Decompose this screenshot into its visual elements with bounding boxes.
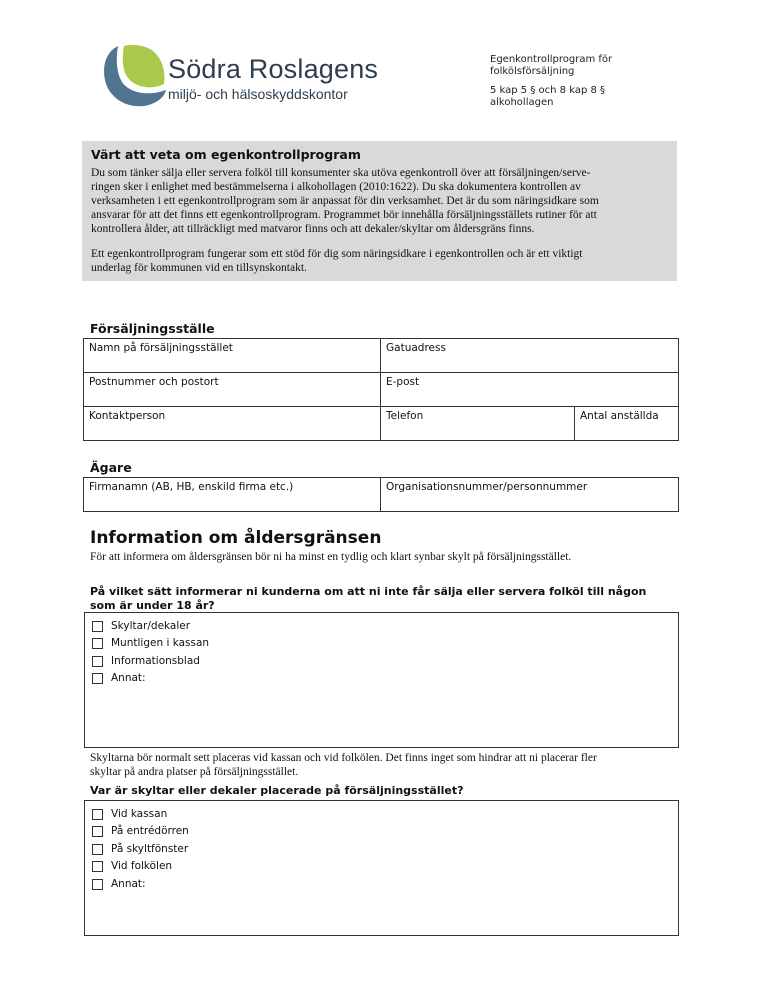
option-annat-2[interactable]: Annat: — [92, 877, 146, 891]
age-section-title: Information om åldersgränsen — [90, 528, 382, 548]
logo-subtitle: miljö- och hälsoskyddskontor — [168, 86, 348, 102]
contact-field[interactable]: Kontaktperson — [84, 407, 381, 441]
employees-field[interactable]: Antal anställda — [575, 407, 679, 441]
age-intro: För att informera om åldersgränsen bör ni ha minst en tydlig och klart synbar skylt på försäljningsstället. — [90, 551, 572, 563]
phone-field[interactable]: Telefon — [381, 407, 575, 441]
question-1-box — [84, 612, 679, 748]
option-informationsblad[interactable]: Informationsblad — [92, 654, 200, 668]
option-vid-folkolen[interactable]: Vid folkölen — [92, 859, 172, 873]
option-entredorren[interactable]: På entrédörren — [92, 824, 189, 838]
question-1: På vilket sätt informerar ni kunderna om att ni inte får sälja eller servera folköl till någon som är under 18 år? — [90, 585, 647, 612]
option-vid-kassan[interactable]: Vid kassan — [92, 807, 167, 821]
name-field[interactable]: Namn på försäljningsstället — [84, 339, 381, 373]
checkbox[interactable] — [92, 809, 103, 820]
law-reference: 5 kap 5 § och 8 kap 8 § alkohollagen — [490, 85, 606, 108]
email-field[interactable]: E-post — [381, 373, 679, 407]
forsaljningsstalle-table — [83, 338, 679, 441]
option-skyltfonster[interactable]: På skyltfönster — [92, 842, 188, 856]
checkbox[interactable] — [92, 861, 103, 872]
info-title: Värt att veta om egenkontrollprogram — [91, 147, 361, 162]
logo-name: Södra Roslagens — [168, 54, 379, 84]
agare-table — [83, 477, 679, 512]
document-title: Egenkontrollprogram för folkölsförsäljning — [490, 54, 613, 77]
address-field[interactable]: Gatuadress — [381, 339, 679, 373]
checkbox[interactable] — [92, 844, 103, 855]
section-title-agare: Ägare — [90, 460, 132, 475]
signage-note: Skyltarna bör normalt sett placeras vid kassan och vid folkölen. Det finns inget som hindrar att ni placerar fler skyltar på andra platser på försäljningsstället. — [90, 752, 597, 778]
question-2-box — [84, 800, 679, 936]
question-2: Var är skyltar eller dekaler placerade på försäljningsstället? — [90, 784, 464, 797]
section-title-forsaljningsstalle: Försäljningsställe — [90, 321, 215, 336]
checkbox[interactable] — [92, 673, 103, 684]
checkbox[interactable] — [92, 656, 103, 667]
orgnr-field[interactable]: Organisationsnummer/personnummer — [381, 478, 679, 512]
postal-field[interactable]: Postnummer och postort — [84, 373, 381, 407]
info-paragraph-1: Du som tänker sälja eller servera folköl till konsumenter ska utöva egenkontroll över att försäljningen/serve- ringen sker i enlighet med bestämmelserna i alkohollagen (2010:1622). Du ska dokumentera kontrollen av verksamheten i ett egenkontrollprogram som är anpassat för din verksamhet. Det är du som näringsidkare som ansvarar för att det finns ett egenkontrollprogram. Programmet bör innehålla försäljningsställets rutiner för att kontrollera ålder, att tillräckligt med matvaror finns och att dekaler/skyltar om åldersgräns finns. — [91, 167, 599, 235]
option-muntligen[interactable]: Muntligen i kassan — [92, 636, 209, 650]
option-annat[interactable]: Annat: — [92, 671, 146, 685]
option-skyltar[interactable]: Skyltar/dekaler — [92, 619, 190, 633]
checkbox[interactable] — [92, 621, 103, 632]
company-field[interactable]: Firmanamn (AB, HB, enskild firma etc.) — [84, 478, 381, 512]
info-paragraph-2: Ett egenkontrollprogram fungerar som ett stöd för dig som näringsidkare i egenkontrollen och är ett viktigt underlag för kommunen vid en tillsynskontakt. — [91, 248, 583, 274]
checkbox[interactable] — [92, 879, 103, 890]
checkbox[interactable] — [92, 826, 103, 837]
checkbox[interactable] — [92, 638, 103, 649]
info-box — [82, 141, 677, 281]
